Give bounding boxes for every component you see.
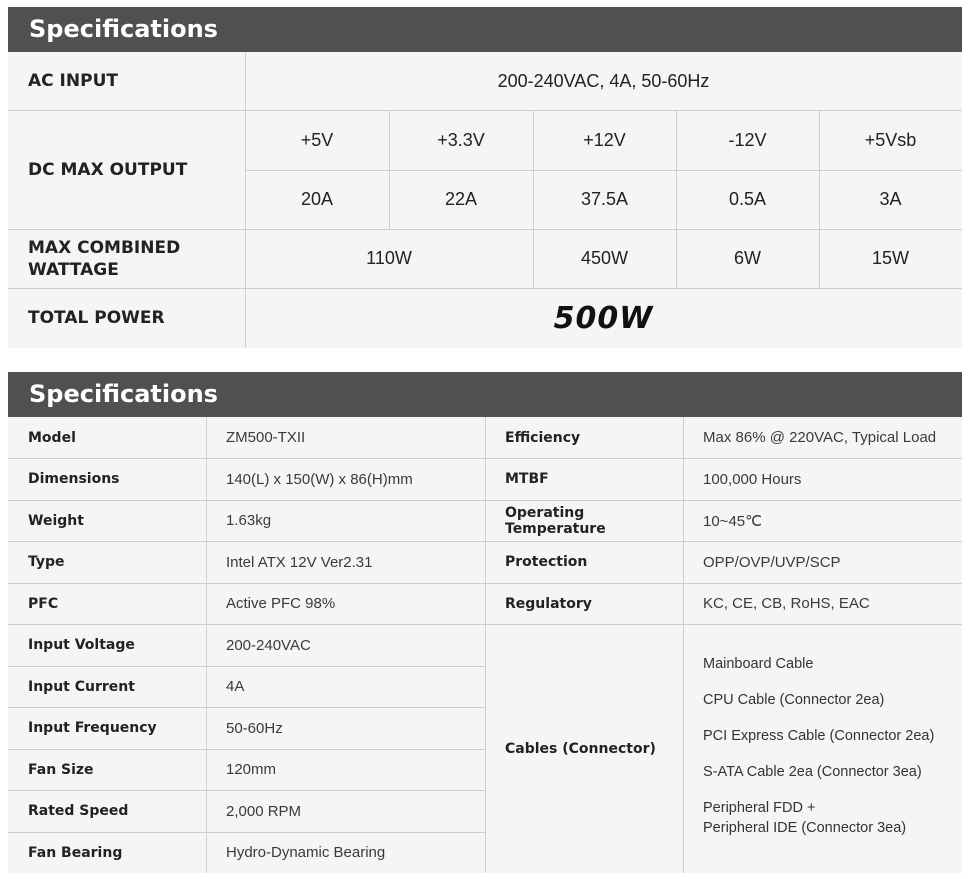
max-combined-wattage-label <box>8 229 245 288</box>
spec-value-mtbf: 100,000 Hours <box>703 470 802 488</box>
spec-value-model: ZM500-TXII <box>226 429 306 446</box>
spec-value-weight: 1.63kg <box>226 512 272 529</box>
spec-value-input-frequency: 50-60Hz <box>226 719 283 737</box>
spec-value-efficiency: Max 86% @ 220VAC, Typical Load <box>703 429 937 446</box>
spec-key-fan-bearing: Fan Bearing <box>28 844 123 861</box>
spec-key-pfc: PFC <box>28 595 59 612</box>
rail-current: 3A <box>879 189 902 209</box>
specifications-header: Specifications <box>8 372 962 417</box>
ac-input-value: 200-240VAC, 4A, 50-60Hz <box>497 70 710 91</box>
combined-wattage-value: 15W <box>871 248 909 268</box>
spec-value-fan-size: 120mm <box>226 761 277 778</box>
spec-value-input-voltage: 200-240VAC <box>226 636 311 654</box>
combined-wattage-value: 6W <box>734 248 761 268</box>
rail-current: 0.5A <box>728 189 767 209</box>
rail-voltage: -12V <box>728 129 767 150</box>
spec-value-regulatory: KC, CE, CB, RoHS, EAC <box>703 595 870 612</box>
spec-value-type: Intel ATX 12V Ver2.31 <box>226 553 373 571</box>
cables-list <box>683 624 962 873</box>
spec-key-type: Type <box>28 554 65 570</box>
spec-value-pfc: Active PFC 98% <box>226 595 336 612</box>
spec-key-mtbf: MTBF <box>505 471 549 487</box>
total-power-label: TOTAL POWER <box>28 308 165 328</box>
spec-value-protection: OPP/OVP/UVP/SCP <box>703 553 841 571</box>
spec-key-dimensions: Dimensions <box>28 471 120 487</box>
detailed-spec-table <box>8 417 962 873</box>
ac-input-label: AC INPUT <box>28 71 118 91</box>
rail-voltage: +5Vsb <box>864 129 917 150</box>
rail-current: 22A <box>444 189 478 209</box>
spec-value-rated-speed: 2,000 RPM <box>226 802 302 820</box>
spec-value-input-current: 4A <box>226 678 245 695</box>
total-power-value: 500W <box>553 300 654 336</box>
rail-current: 20A <box>300 189 334 209</box>
rail-voltage: +5V <box>300 129 334 150</box>
dc-max-output-label: DC MAX OUTPUT <box>28 159 188 180</box>
combined-wattage-value: 110W <box>366 248 412 268</box>
spec-key-weight: Weight <box>28 512 84 529</box>
cable-item: Peripheral FDD + <box>703 800 816 816</box>
spec-value-fan-bearing: Hydro-Dynamic Bearing <box>226 844 386 861</box>
spec-key-regulatory: Regulatory <box>505 595 592 612</box>
spec-key-fan-size: Fan Size <box>28 761 94 778</box>
spec-key-efficiency: Efficiency <box>505 429 581 446</box>
rail-voltage: +12V <box>583 129 626 150</box>
cable-item: Mainboard Cable <box>703 656 814 672</box>
specifications-header: Specifications <box>8 7 962 52</box>
cable-item: S-ATA Cable 2ea (Connector 3ea) <box>703 764 922 780</box>
cable-item: PCI Express Cable (Connector 2ea) <box>703 728 935 744</box>
rail-current: 37.5A <box>580 189 629 209</box>
combined-wattage-value: 450W <box>580 248 629 268</box>
label-line: WATTAGE <box>28 259 119 280</box>
power-spec-table <box>8 52 962 348</box>
spec-value-operating-temperature: 10~45℃ <box>703 512 762 530</box>
spec-key-input-frequency: Input Frequency <box>28 720 157 736</box>
spec-key-protection: Protection <box>505 554 588 570</box>
rail-voltage: +3.3V <box>437 129 485 150</box>
spec-key-input-current: Input Current <box>28 678 135 695</box>
label-line: MAX COMBINED <box>28 237 181 258</box>
spec-key-operating-temperature: Operating Temperature <box>505 504 606 537</box>
cable-item: CPU Cable (Connector 2ea) <box>703 692 885 708</box>
spec-key-rated-speed: Rated Speed <box>28 803 129 819</box>
spec-key-cables: Cables (Connector) <box>505 740 656 757</box>
spec-key-input-voltage: Input Voltage <box>28 637 135 653</box>
spec-key-model: Model <box>28 429 76 446</box>
cable-item: Peripheral IDE (Connector 3ea) <box>703 820 907 836</box>
spec-value-dimensions: 140(L) x 150(W) x 86(H)mm <box>226 470 413 488</box>
